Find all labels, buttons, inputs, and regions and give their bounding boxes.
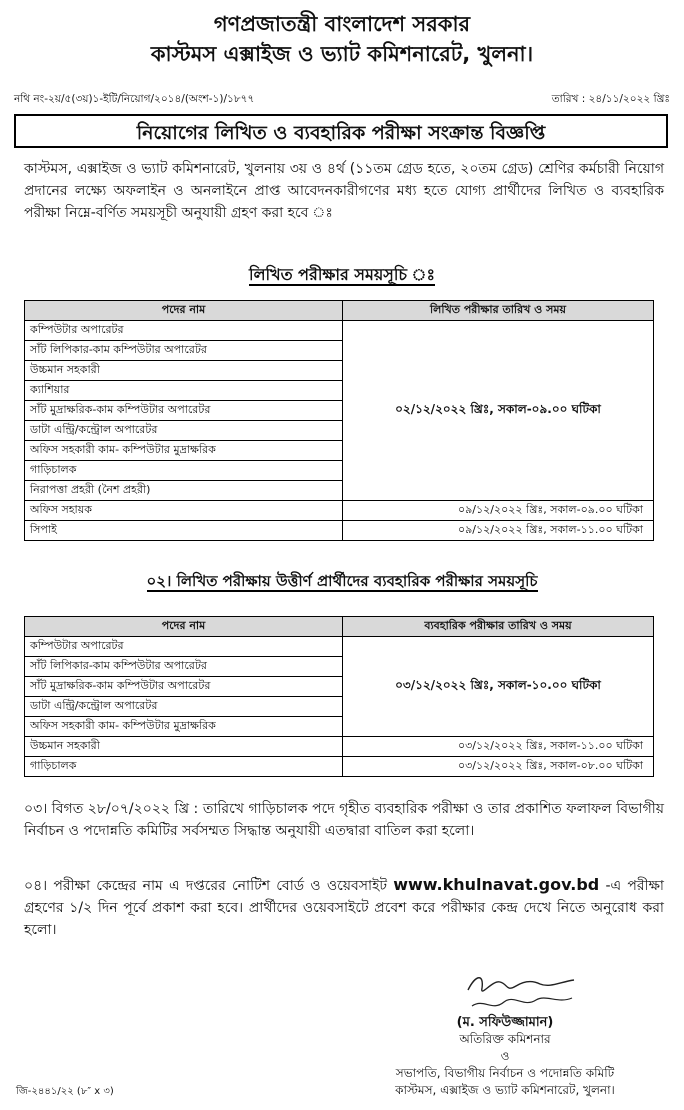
table-row xyxy=(25,737,654,757)
post-name-cell: সাঁট মুদ্রাক্ষরিক-কাম কম্পিউটার অপারেটর xyxy=(25,677,343,697)
table-row xyxy=(25,637,654,657)
govt-title: গণপ্রজাতন্ত্রী বাংলাদেশ সরকার xyxy=(213,12,471,36)
col-post-name: পদের নাম xyxy=(25,617,343,637)
col-exam-time: লিখিত পরীক্ষার তারিখ ও সময় xyxy=(343,301,654,321)
post-name-cell: ক্যাশিয়ার xyxy=(25,381,343,401)
post-name-cell: উচ্চমান সহকারী xyxy=(25,361,343,381)
written-schedule-table xyxy=(24,300,654,541)
post-name-cell: গাড়িচালক xyxy=(25,461,343,481)
signer-name: (ম. সফিউজ্জামান) xyxy=(456,1015,554,1030)
post-name-cell: সাঁট মুদ্রাক্ষরিক-কাম কম্পিউটার অপারেটর xyxy=(25,401,343,421)
memo-number: নথি নং-২য়/৫(৩য়)১-ইটি/নিয়োগ/২০১৪/(অংশ-১)/১৮৭৭ xyxy=(14,93,255,105)
notice-date: তারিখ : ২৪/১১/২০২২ খ্রিঃ xyxy=(551,93,670,105)
table-row xyxy=(25,501,654,521)
practical-schedule-table xyxy=(24,616,654,777)
post-name-cell: গাড়িচালক xyxy=(25,757,343,777)
note-cancellation: ০৩। বিগত ২৮/০৭/২০২২ খ্রি : তারিখে গাড়িচালক পদে গৃহীত ব্যবহারিক পরীক্ষা ও তার প্রকাশিত ফলাফল বিভাগীয় নির্বাচন ও পদোন্নতি কমিটির সর্বসম্মত সিদ্ধান্ত অনুযায়ী এতদ্বারা বাতিল করা হলো। xyxy=(24,801,664,839)
website-link[interactable]: www.khulnavat.gov.bd xyxy=(393,875,600,894)
signature xyxy=(462,968,582,1016)
signer-office: কাস্টমস, এক্সাইজ ও ভ্যাট কমিশনারেট, খুলনা। xyxy=(395,1083,615,1097)
post-name-cell: সিপাই xyxy=(25,521,343,541)
post-name-cell: অফিস সহকারী কাম- কম্পিউটার মুদ্রাক্ষরিক xyxy=(25,717,343,737)
post-name-cell: কম্পিউটার অপারেটর xyxy=(25,321,343,341)
exam-time-cell: ০৩/১২/২০২২ খ্রিঃ, সকাল-০৮.০০ ঘটিকা xyxy=(343,757,654,777)
post-name-cell: অফিস সহায়ক xyxy=(25,501,343,521)
post-name-cell: ডাটা এন্ট্রি/কন্ট্রোল অপারেটর xyxy=(25,697,343,717)
post-name-cell: সাঁট লিপিকার-কাম কম্পিউটার অপারেটর xyxy=(25,341,343,361)
exam-time-cell: ০৯/১২/২০২২ খ্রিঃ, সকাল-০৯.০০ ঘটিকা xyxy=(343,501,654,521)
written-schedule-title: লিখিত পরীক্ষার সময়সূচি ঃ xyxy=(249,265,435,284)
col-post-name: পদের নাম xyxy=(25,301,343,321)
post-name-cell: সাঁট লিপিকার-কাম কম্পিউটার অপারেটর xyxy=(25,657,343,677)
post-name-cell: ডাটা এন্ট্রি/কন্ট্রোল অপারেটর xyxy=(25,421,343,441)
table-row xyxy=(25,757,654,777)
post-name-cell: কম্পিউটার অপারেটর xyxy=(25,637,343,657)
office-title: কাস্টমস এক্সাইজ ও ভ্যাট কমিশনারেট, খুলনা। xyxy=(150,42,534,66)
intro-paragraph: কাস্টমস, এক্সাইজ ও ভ্যাট কমিশনারেট, খুলনায় ৩য় ও ৪র্থ (১১তম গ্রেড হতে, ২০তম গ্রেড) শ্রেণির কর্মচারী নিয়োগ প্রদানের লক্ষ্যে অফলাইন ও অনলাইনে প্রাপ্ত আবেদনকারীগণের মধ্য হতে যোগ্য প্রার্থীদের লিখিত ও ব্যবহারিক পরীক্ষা নিম্নে-বর্ণিত সময়সূচী অনুযায়ী গ্রহণ করা হবে ঃ xyxy=(24,161,664,221)
table-row xyxy=(25,321,654,341)
signer-block xyxy=(340,1014,670,1099)
exam-time-cell: ০২/১২/২০২২ খ্রিঃ, সকাল-০৯.০০ ঘটিকা xyxy=(343,321,654,501)
post-name-cell: নিরাপত্তা প্রহরী (নৈশ প্রহরী) xyxy=(25,481,343,501)
exam-time-cell: ০৯/১২/২০২২ খ্রিঃ, সকাল-১১.০০ ঘটিকা xyxy=(343,521,654,541)
note-exam-center: ০৪। পরীক্ষা কেন্দ্রের নাম এ দপ্তরের নোটিশ বোর্ড ও ওয়েবসাইট www.khulnavat.gov.bd -এ পরীক্ষা গ্রহণের ১/২ দিন পূর্বে প্রকাশ করা হবে। প্রার্থীদের ওয়েবসাইটে প্রবেশ করে পরীক্ষার কেন্দ্র দেখে নিতে অনুরোধ করা হলো। xyxy=(24,875,664,938)
signer-committee: সভাপতি, বিভাগীয় নির্বাচন ও পদোন্নতি কমিটি xyxy=(395,1066,615,1080)
practical-schedule-title: ০২। লিখিত পরীক্ষায় উত্তীর্ণ প্রার্থীদের ব্যবহারিক পরীক্ষার সময়সূচি xyxy=(146,572,538,590)
col-exam-time: ব্যবহারিক পরীক্ষার তারিখ ও সময় xyxy=(343,617,654,637)
table-row xyxy=(25,521,654,541)
signer-and: ও xyxy=(500,1049,510,1063)
post-name-cell: অফিস সহকারী কাম- কম্পিউটার মুদ্রাক্ষরিক xyxy=(25,441,343,461)
notice-banner: নিয়োগের লিখিত ও ব্যবহারিক পরীক্ষা সংক্রান্ত বিজ্ঞপ্তি xyxy=(14,114,668,148)
print-code: জি-২৪৪১/২২ (৮″ x ৩) xyxy=(16,1086,114,1097)
exam-time-cell: ০৩/১২/২০২২ খ্রিঃ, সকাল-১০.০০ ঘটিকা xyxy=(343,637,654,737)
post-name-cell: উচ্চমান সহকারী xyxy=(25,737,343,757)
signer-title: অতিরিক্ত কমিশনার xyxy=(459,1032,551,1046)
exam-time-cell: ০৩/১২/২০২২ খ্রিঃ, সকাল-১১.০০ ঘটিকা xyxy=(343,737,654,757)
